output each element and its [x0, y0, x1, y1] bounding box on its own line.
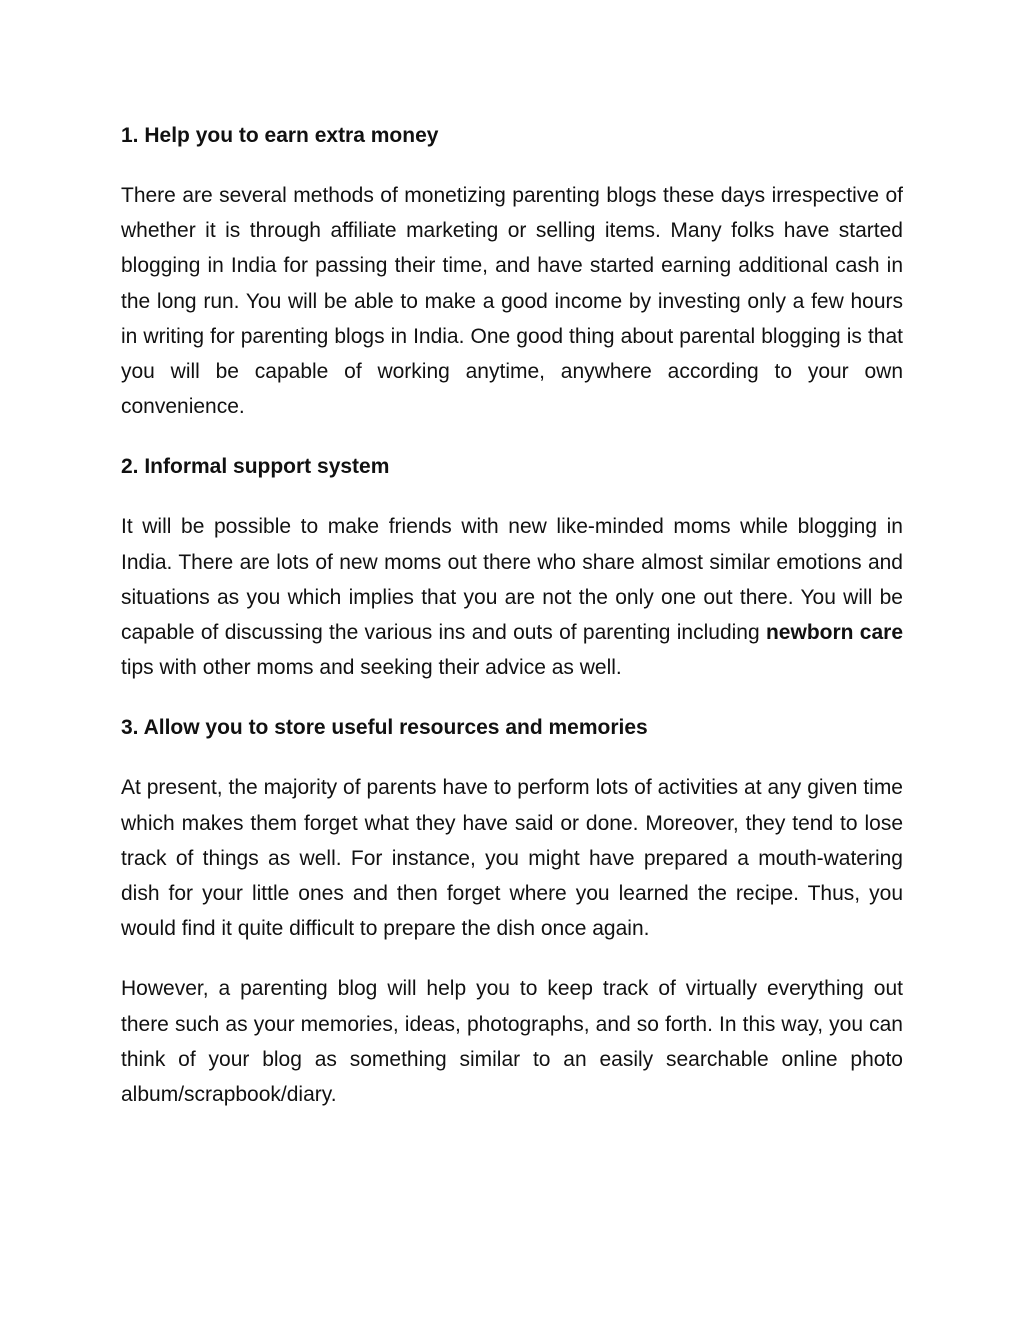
section-heading-informal-support: 2. Informal support system: [121, 455, 390, 479]
section-heading-store-resources: 3. Allow you to store useful resources and memories: [121, 716, 648, 740]
section-paragraph-earn-extra-money: There are several methods of monetizing parenting blogs these days irrespective of whether it is through affiliate marketing or selling items. Many folks have started blogging in India for passing their time, and have started earning additional cash in the long run. You will be able to make a good income by investing only a few hours in writing for parenting blogs in India. One good thing about parental blogging is that you will be capable of working anytime, anywhere according to your own convenience.: [121, 184, 903, 419]
section-paragraph-store-resources-2: However, a parenting blog will help you to keep track of virtually everything out there such as your memories, ideas, photographs, and so forth. In this way, you can think of your blog as something similar to an easily searchable online photo album/scrapbook/diary.: [121, 977, 903, 1107]
document-page: [121, 118, 903, 1137]
newborn-care-bold-text: newborn care: [765, 621, 904, 645]
section-paragraph-informal-support: [121, 509, 903, 685]
section-paragraph-store-resources: At present, the majority of parents have to perform lots of activities at any given time which makes them forget what they have said or done. Moreover, they tend to lose track of things as well. For instance, you might have prepared a mouth-watering dish for your little ones and then forget where you learned the recipe. Thus, you would find it quite difficult to prepare the dish once again.: [121, 776, 903, 941]
paragraph-text-before-bold: It will be possible to make friends with new like-minded moms while blogging in India. There are lots of new moms out there who share almost similar emotions and situations as you which implies that you are not the only one out there. You will be capable of discussing the various ins and outs of parenting including: [121, 515, 903, 645]
section-heading-earn-extra-money: 1. Help you to earn extra money: [121, 124, 439, 147]
paragraph-text-after-bold: tips with other moms and seeking their advice as well.: [121, 656, 622, 680]
